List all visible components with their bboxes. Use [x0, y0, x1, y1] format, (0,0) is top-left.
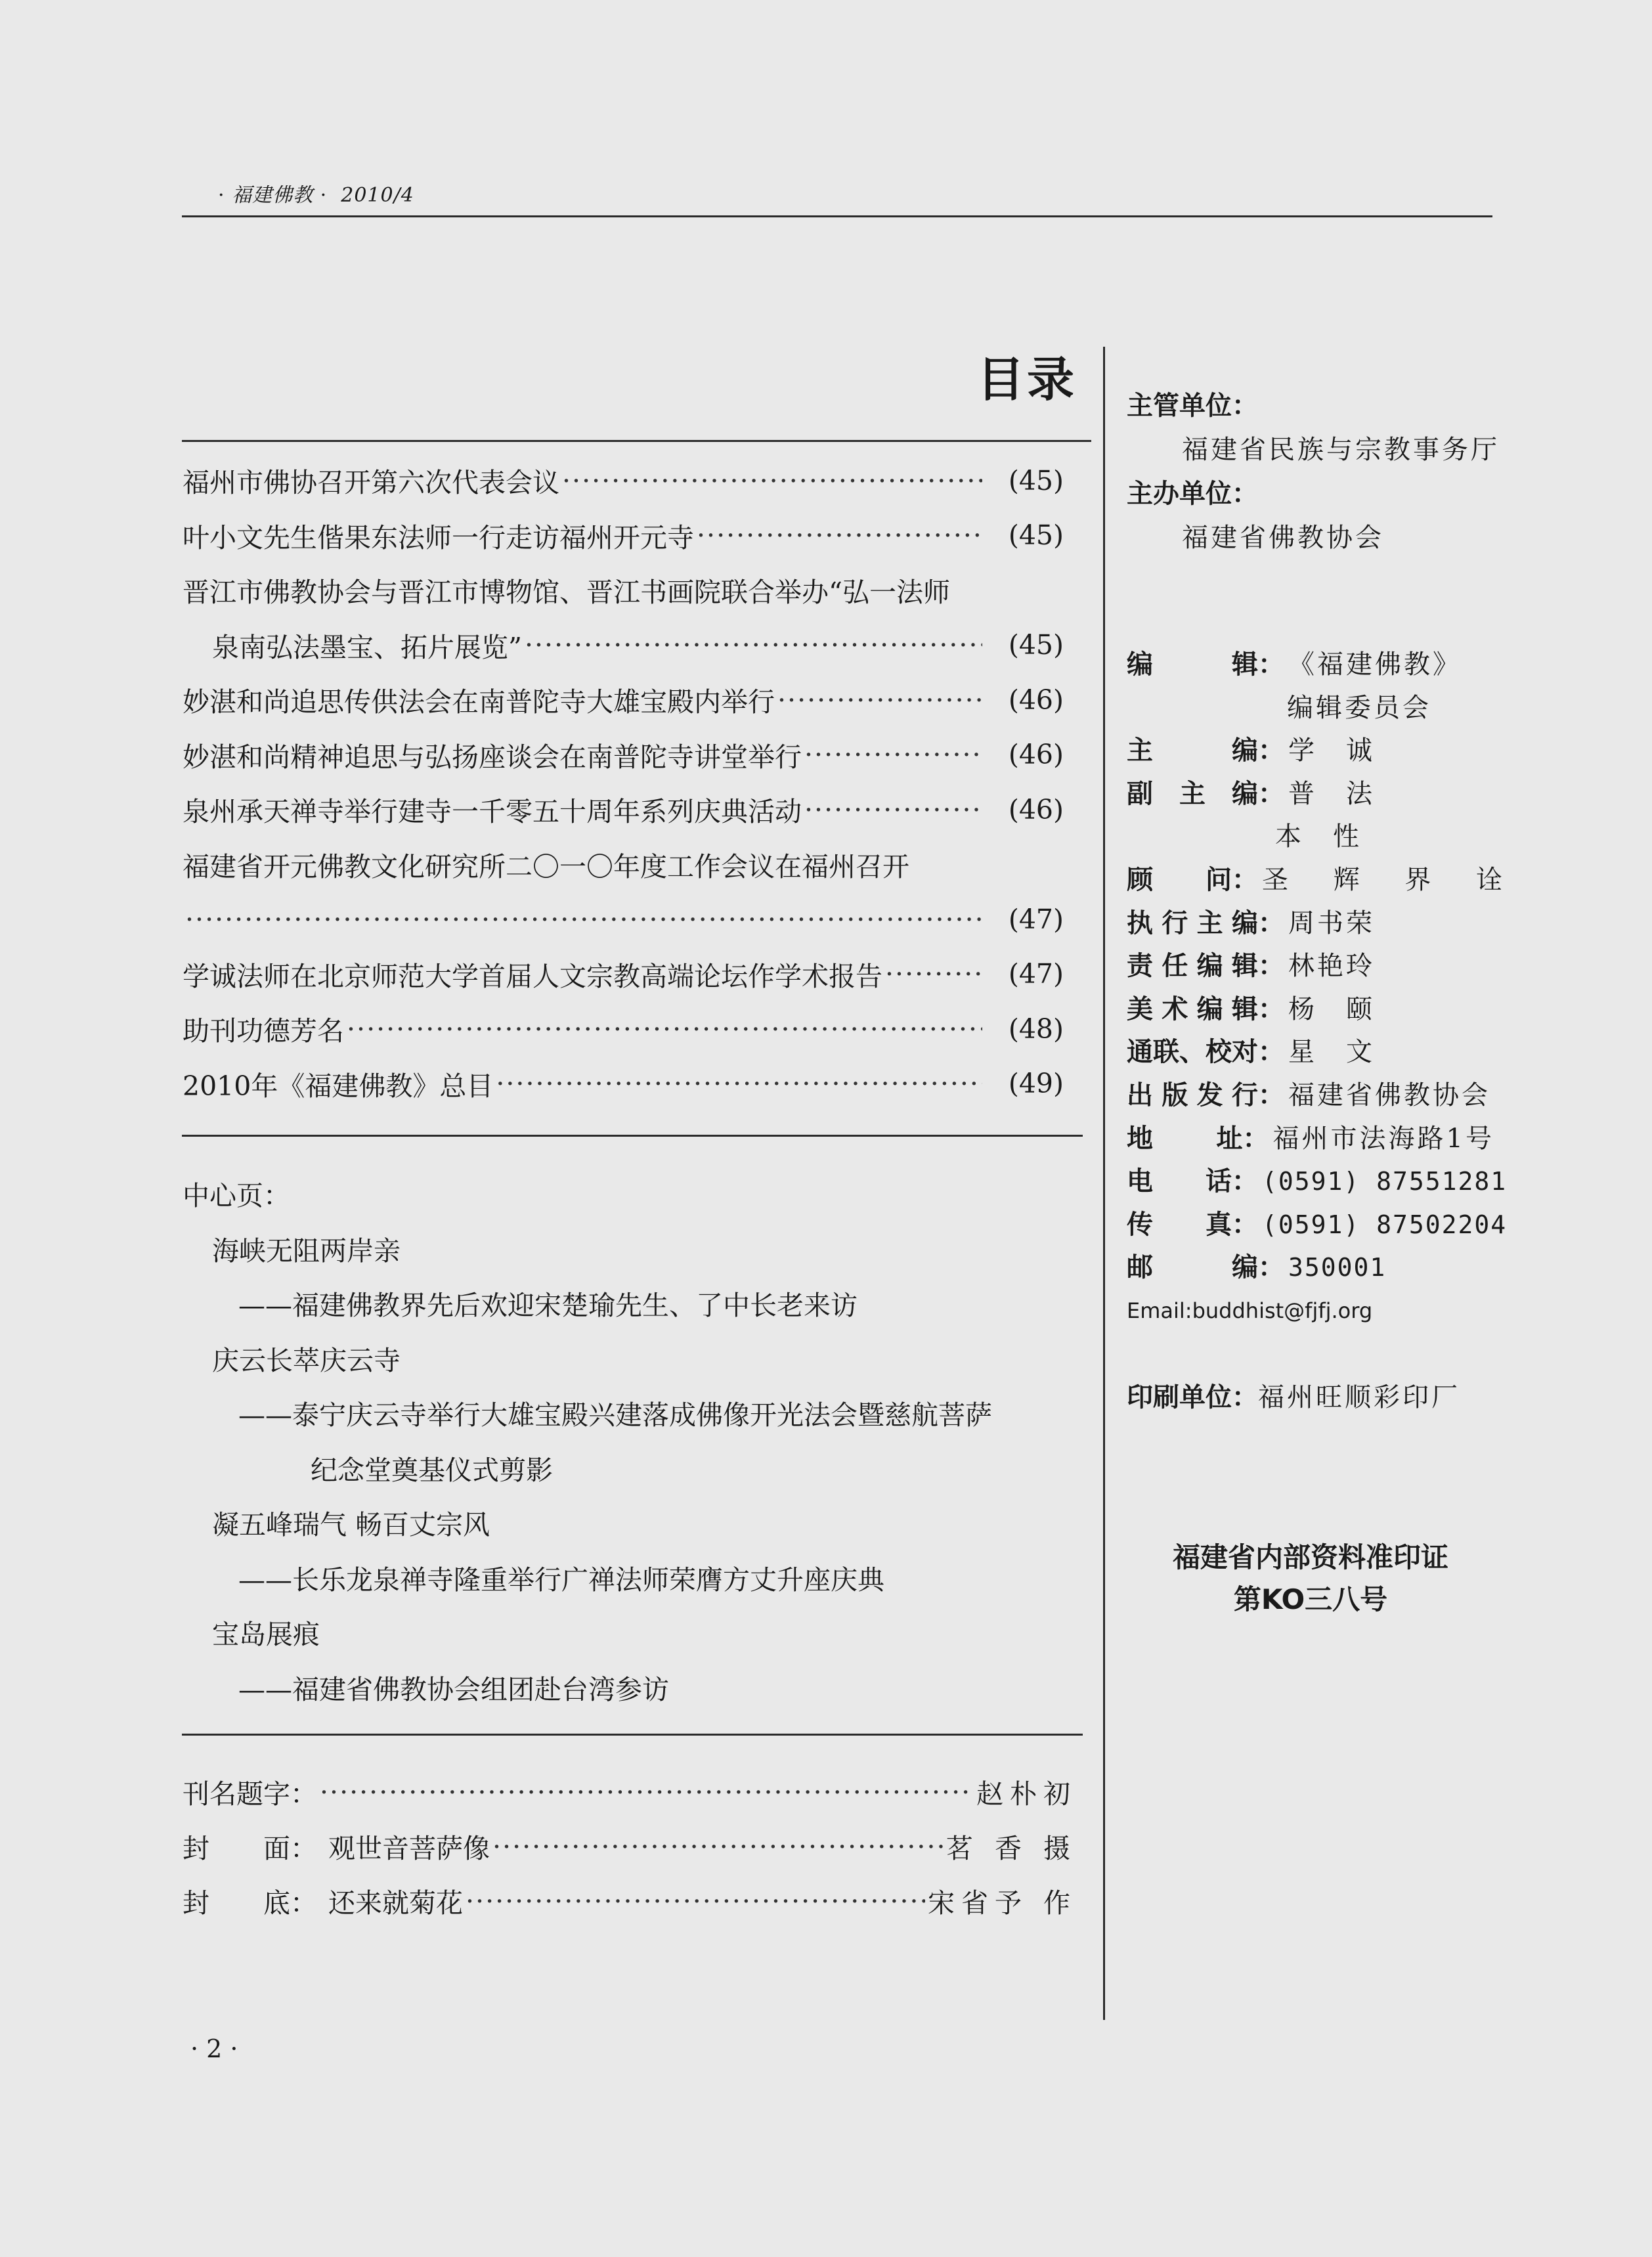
credit-row [183, 1874, 1077, 1928]
proof-label: 通联、校对 [1127, 1037, 1258, 1068]
sidebar-staff: 编 辑 ： 《福建佛教》 编辑委员会 主 编 ： 学 诚 副 主 编 ： 普 法 本 性 顾 问 ： 圣 辉 界 诠 执行主编 ： 周书荣 责任编辑 ： 林艳玲 美术编辑 ： 杨 颐 通联、校对 ： 星 文 出版发行 ： 福建省佛教协会 地 址 ： 福州市法海路1号 电 话 ： (0591) 87551281 传 真 ： (0591) 87502204 邮 编 ： 350001 Email:buddhist@fjfj.org [1127, 644, 1494, 1333]
page-ref: (46) [1008, 793, 1064, 825]
advisor-value: 圣 辉 界 诠 [1262, 864, 1521, 895]
column-divider [1103, 347, 1105, 2020]
dot-leader [347, 1013, 982, 1045]
chief-editor-value: 学 诚 [1288, 735, 1375, 766]
fax-label: 传 真 [1127, 1209, 1232, 1240]
toc-entry[interactable]: 福州市佛协召开第六次代表会议 ····· (45) [183, 453, 1064, 508]
art-editor-label: 美术编辑 [1127, 994, 1258, 1024]
credit-value: 观世音菩萨像 [328, 1833, 490, 1864]
center-item-subtitle: ——福建省佛教协会组团赴台湾参访 [238, 1673, 669, 1705]
page-ref: (49) [1008, 1068, 1064, 1100]
deputy-editor-value: 普 法 [1288, 778, 1375, 809]
page-ref: (46) [1008, 739, 1064, 771]
sidebar-sponsors [1127, 384, 1500, 560]
publisher-value: 福建省佛教协会 [1288, 1080, 1490, 1110]
credit-label: 封 面： [183, 1833, 317, 1864]
toc-entry[interactable]: 泉州承天禅寺举行建寺一千零五十周年系列庆典活动 ····· (46) [183, 782, 1064, 837]
deputy-editor-label: 副 主 编 [1127, 778, 1258, 809]
center-bottom-rule [182, 1734, 1083, 1736]
printer-value: 福州旺顺彩印厂 [1258, 1382, 1460, 1413]
dot-leader [496, 1068, 982, 1099]
dot-leader [804, 794, 982, 825]
dot-leader [777, 684, 982, 716]
dot-leader [466, 1885, 925, 1917]
page-ref: (45) [1008, 519, 1064, 552]
toc-entry[interactable]: 福建省开元佛教文化研究所二〇一〇年度工作会议在福州召开 [183, 850, 909, 883]
toc-entry[interactable]: 晋江市佛教协会与晋江市博物馆、晋江书画院联合举办“弘一法师 [183, 577, 950, 609]
credits [183, 1764, 1077, 1928]
toc-top-rule [182, 440, 1091, 442]
permit-line-1: 福建省内部资料准印证 [1172, 1541, 1448, 1573]
center-item-title[interactable]: 庆云长萃庆云寺 [212, 1344, 401, 1376]
zip-label: 邮 编 [1127, 1252, 1258, 1283]
printer-label: 印刷单位： [1127, 1382, 1258, 1413]
page-ref: (45) [1008, 464, 1064, 496]
dot-leader [697, 519, 982, 551]
resp-editor-label: 责任编辑 [1127, 951, 1258, 982]
running-header: · 福建佛教 · 2010/4 [218, 184, 414, 207]
editor-value-cont: 编辑委员会 [1287, 692, 1431, 723]
toc-entry[interactable]: 助刊功德芳名 ····· (48) [183, 1001, 1064, 1057]
supervisor-value: 福建省民族与宗教事务厅 [1182, 435, 1500, 465]
chief-editor-label: 主 编 [1127, 735, 1258, 766]
supervisor-label: 主管单位： [1127, 391, 1258, 421]
center-item-subtitle: ——泰宁庆云寺举行大雄宝殿兴建落成佛像开光法会暨慈航菩萨 [238, 1399, 992, 1431]
toc-title: 目录 [977, 352, 1077, 407]
zip-value: 350001 [1288, 1253, 1387, 1282]
dot-leader [885, 958, 982, 990]
editor-value: 《福建佛教》 [1288, 649, 1462, 680]
toc-entry[interactable]: 叶小文先生偕果东法师一行走访福州开元寺 ····· (45) [183, 508, 1064, 563]
permit-notice [1127, 1537, 1494, 1621]
fax-value: (0591) 87502204 [1262, 1210, 1508, 1239]
dot-leader [492, 1831, 944, 1862]
toc-list [183, 453, 1064, 1111]
sponsor-value: 福建省佛教协会 [1182, 523, 1384, 553]
center-item-subtitle: 纪念堂奠基仪式剪影 [311, 1454, 553, 1486]
dot-leader [804, 739, 982, 770]
resp-editor-value: 林艳玲 [1288, 951, 1375, 982]
center-item-subtitle: ——长乐龙泉禅寺隆重举行广禅法师荣膺方丈升座庆典 [238, 1564, 884, 1596]
toc-bottom-rule [182, 1135, 1083, 1137]
phone-label: 电 话 [1127, 1166, 1232, 1197]
permit-line-2: 第KO三八号 [1233, 1583, 1388, 1615]
credit-label: 刊名题字： [183, 1778, 317, 1810]
email-link[interactable]: Email:buddhist@fjfj.org [1127, 1298, 1373, 1323]
address-label: 地 址 [1127, 1123, 1243, 1154]
exec-editor-value: 周书荣 [1288, 908, 1375, 938]
page-number: · 2 · [190, 2034, 238, 2063]
dot-leader [185, 904, 982, 935]
page-ref: (45) [1008, 629, 1064, 661]
credit-label: 封 底： [183, 1887, 317, 1919]
issue-number: 2010/4 [341, 184, 414, 207]
toc-entry[interactable]: 妙湛和尚追思传供法会在南普陀寺大雄宝殿内举行 ····· (46) [183, 672, 1064, 728]
exec-editor-label: 执行主编 [1127, 908, 1258, 938]
advisor-label: 顾 问 [1127, 864, 1232, 895]
credit-row [183, 1764, 1077, 1819]
sponsor-label: 主办单位： [1127, 479, 1258, 509]
dot-leader [562, 465, 982, 496]
art-editor-value: 杨 颐 [1288, 994, 1375, 1024]
proof-value: 星 文 [1288, 1037, 1375, 1068]
deputy-editor-value: 本 性 [1275, 822, 1362, 852]
toc-entry-continuation[interactable]: 泉南弘法墨宝、拓片展览” ····· (45) [183, 618, 1064, 673]
credit-by: 赵朴初 [976, 1778, 1077, 1810]
center-pages-label: 中心页： [183, 1180, 290, 1212]
dot-leader [525, 629, 982, 661]
page-ref: (47) [1008, 958, 1064, 990]
phone-value: (0591) 87551281 [1262, 1167, 1508, 1196]
publisher-label: 出版发行 [1127, 1080, 1258, 1110]
sidebar-printer [1127, 1376, 1494, 1420]
editor-label: 编 辑 [1127, 649, 1258, 680]
center-pages [183, 1169, 1069, 1717]
journal-name: 福建佛教 [232, 184, 314, 207]
dot-leader [320, 1776, 974, 1808]
center-item-subtitle: ——福建佛教界先后欢迎宋楚瑜先生、了中长老来访 [238, 1290, 858, 1321]
credit-by: 宋省予 作 [927, 1887, 1077, 1919]
toc-entry[interactable]: 学诚法师在北京师范大学首届人文宗教高端论坛作学术报告 ····· (47) [183, 947, 1064, 1002]
credit-value: 还来就菊花 [328, 1887, 463, 1919]
page-ref: (46) [1008, 684, 1064, 716]
toc-entry-continuation[interactable] [183, 892, 1064, 947]
center-item-title[interactable]: 海峡无阻两岸亲 [212, 1235, 401, 1267]
toc-entry[interactable]: 2010年《福建佛教》总目 ····· (49) [183, 1057, 1064, 1112]
center-item-title[interactable]: 凝五峰瑞气 畅百丈宗风 [212, 1509, 490, 1541]
center-item-title[interactable]: 宝岛展痕 [212, 1619, 320, 1650]
credit-row [183, 1819, 1077, 1874]
address-value: 福州市法海路1号 [1272, 1123, 1494, 1154]
header-rule [182, 215, 1492, 217]
toc-entry[interactable]: 妙湛和尚精神追思与弘扬座谈会在南普陀寺讲堂举行 ····· (46) [183, 728, 1064, 783]
credit-by: 茗 香 摄 [946, 1833, 1077, 1864]
page-ref: (47) [1008, 903, 1064, 935]
page-ref: (48) [1008, 1013, 1064, 1045]
